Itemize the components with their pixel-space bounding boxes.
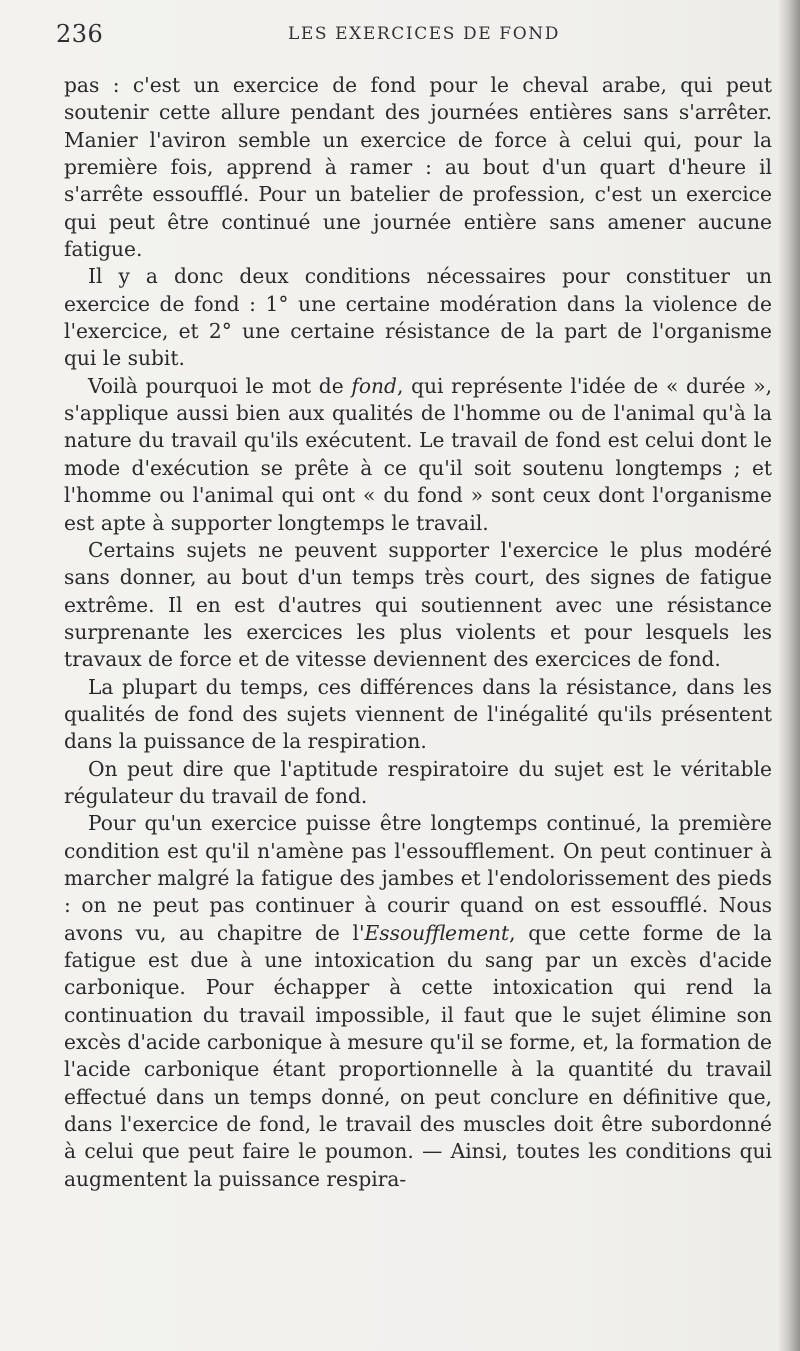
paragraph-essoufflement-start: Pour qu'un exercice puisse être longtemps continué, la première condition est qu'il n'amène pas l'essoufflement. On peut continuer à marcher malgré la fatigue des jambes et l'endolorissement des pieds : on ne peut pas continuer à courir quand on est essoufflé. Nous avons vu, au chapitre de l' [64, 811, 772, 945]
paragraph-fond-definition-end: , qui représente l'idée de « durée », s'applique aussi bien aux qualités de l'homme ou de l'animal qu'à la nature du travail qu'ils exécutent. Le travail de fond est celui dont le mode d'exécution se prête à ce qu'il soit soutenu longtemps ; et l'homme ou l'animal qui ont « du fond » sont ceux dont l'organisme est apte à supporter longtemps le travail. [64, 373, 772, 535]
paragraph-regulator: On peut dire que l'aptitude respiratoire du sujet est le véritable régulateur du travail de fond. [64, 756, 772, 808]
paragraph-essoufflement [64, 810, 772, 1193]
page-number: 236 [56, 20, 104, 48]
paragraph-conditions: Il y a donc deux conditions nécessaires pour constituer un exercice de fond : 1° une certaine modération dans la violence de l'exercice, et 2° une certaine résistance de la part de l'organisme qui le subit. [64, 264, 772, 371]
emphasis-fond: fond [351, 373, 397, 398]
page-header [56, 18, 756, 58]
paragraph-fond-definition [64, 373, 772, 537]
page-edge-shadow [778, 0, 800, 1351]
paragraph-respiration: La plupart du temps, ces différences dans la résistance, dans les qualités de fond des sujets viennent de l'inégalité qu'ils présentent dans la puissance de la respiration. [64, 674, 772, 754]
running-head: LES EXERCICES DE FOND [288, 24, 560, 44]
emphasis-essoufflement: Essoufflement [364, 920, 510, 945]
paragraph-continuation: pas : c'est un exercice de fond pour le cheval arabe, qui peut soutenir cette allure pendant des journées entières sans s'arrêter. Manier l'aviron semble un exercice de force à celui qui, pour la première fois, apprend à ramer : au bout d'un quart d'heure il s'arrête essoufflé. Pour un batelier de profession, c'est un exercice qui peut être continué une journée entière sans amener aucune fatigue. [64, 73, 772, 262]
paragraph-resistance: Certains sujets ne peuvent supporter l'exercice le plus modéré sans donner, au bout d'un temps très court, des signes de fatigue extrême. Il en est d'autres qui soutiennent avec une résistance surprenante les exercices les plus violents et pour lesquels les travaux de force et de vitesse deviennent des exercices de fond. [64, 537, 772, 672]
paragraph-essoufflement-end: , que cette forme de la fatigue est due à une intoxication du sang par un excès d'acide carbonique. Pour échapper à cette intoxication qui rend la continuation du travail impossible, il faut que le sujet élimine son excès d'acide carbonique à mesure qu'il se forme, et, la formation de l'acide carbonique étant proportionnelle à la quantité du travail effectué dans un temps donné, on peut conclure en définitive que, dans l'exercice de fond, le travail des muscles doit être subordonné à celui que peut faire le poumon. — Ainsi, toutes les conditions qui augmentent la puissance respira- [64, 920, 772, 1191]
body-text [64, 72, 772, 1193]
paragraph-fond-definition-start: Voilà pourquoi le mot de [88, 373, 352, 398]
